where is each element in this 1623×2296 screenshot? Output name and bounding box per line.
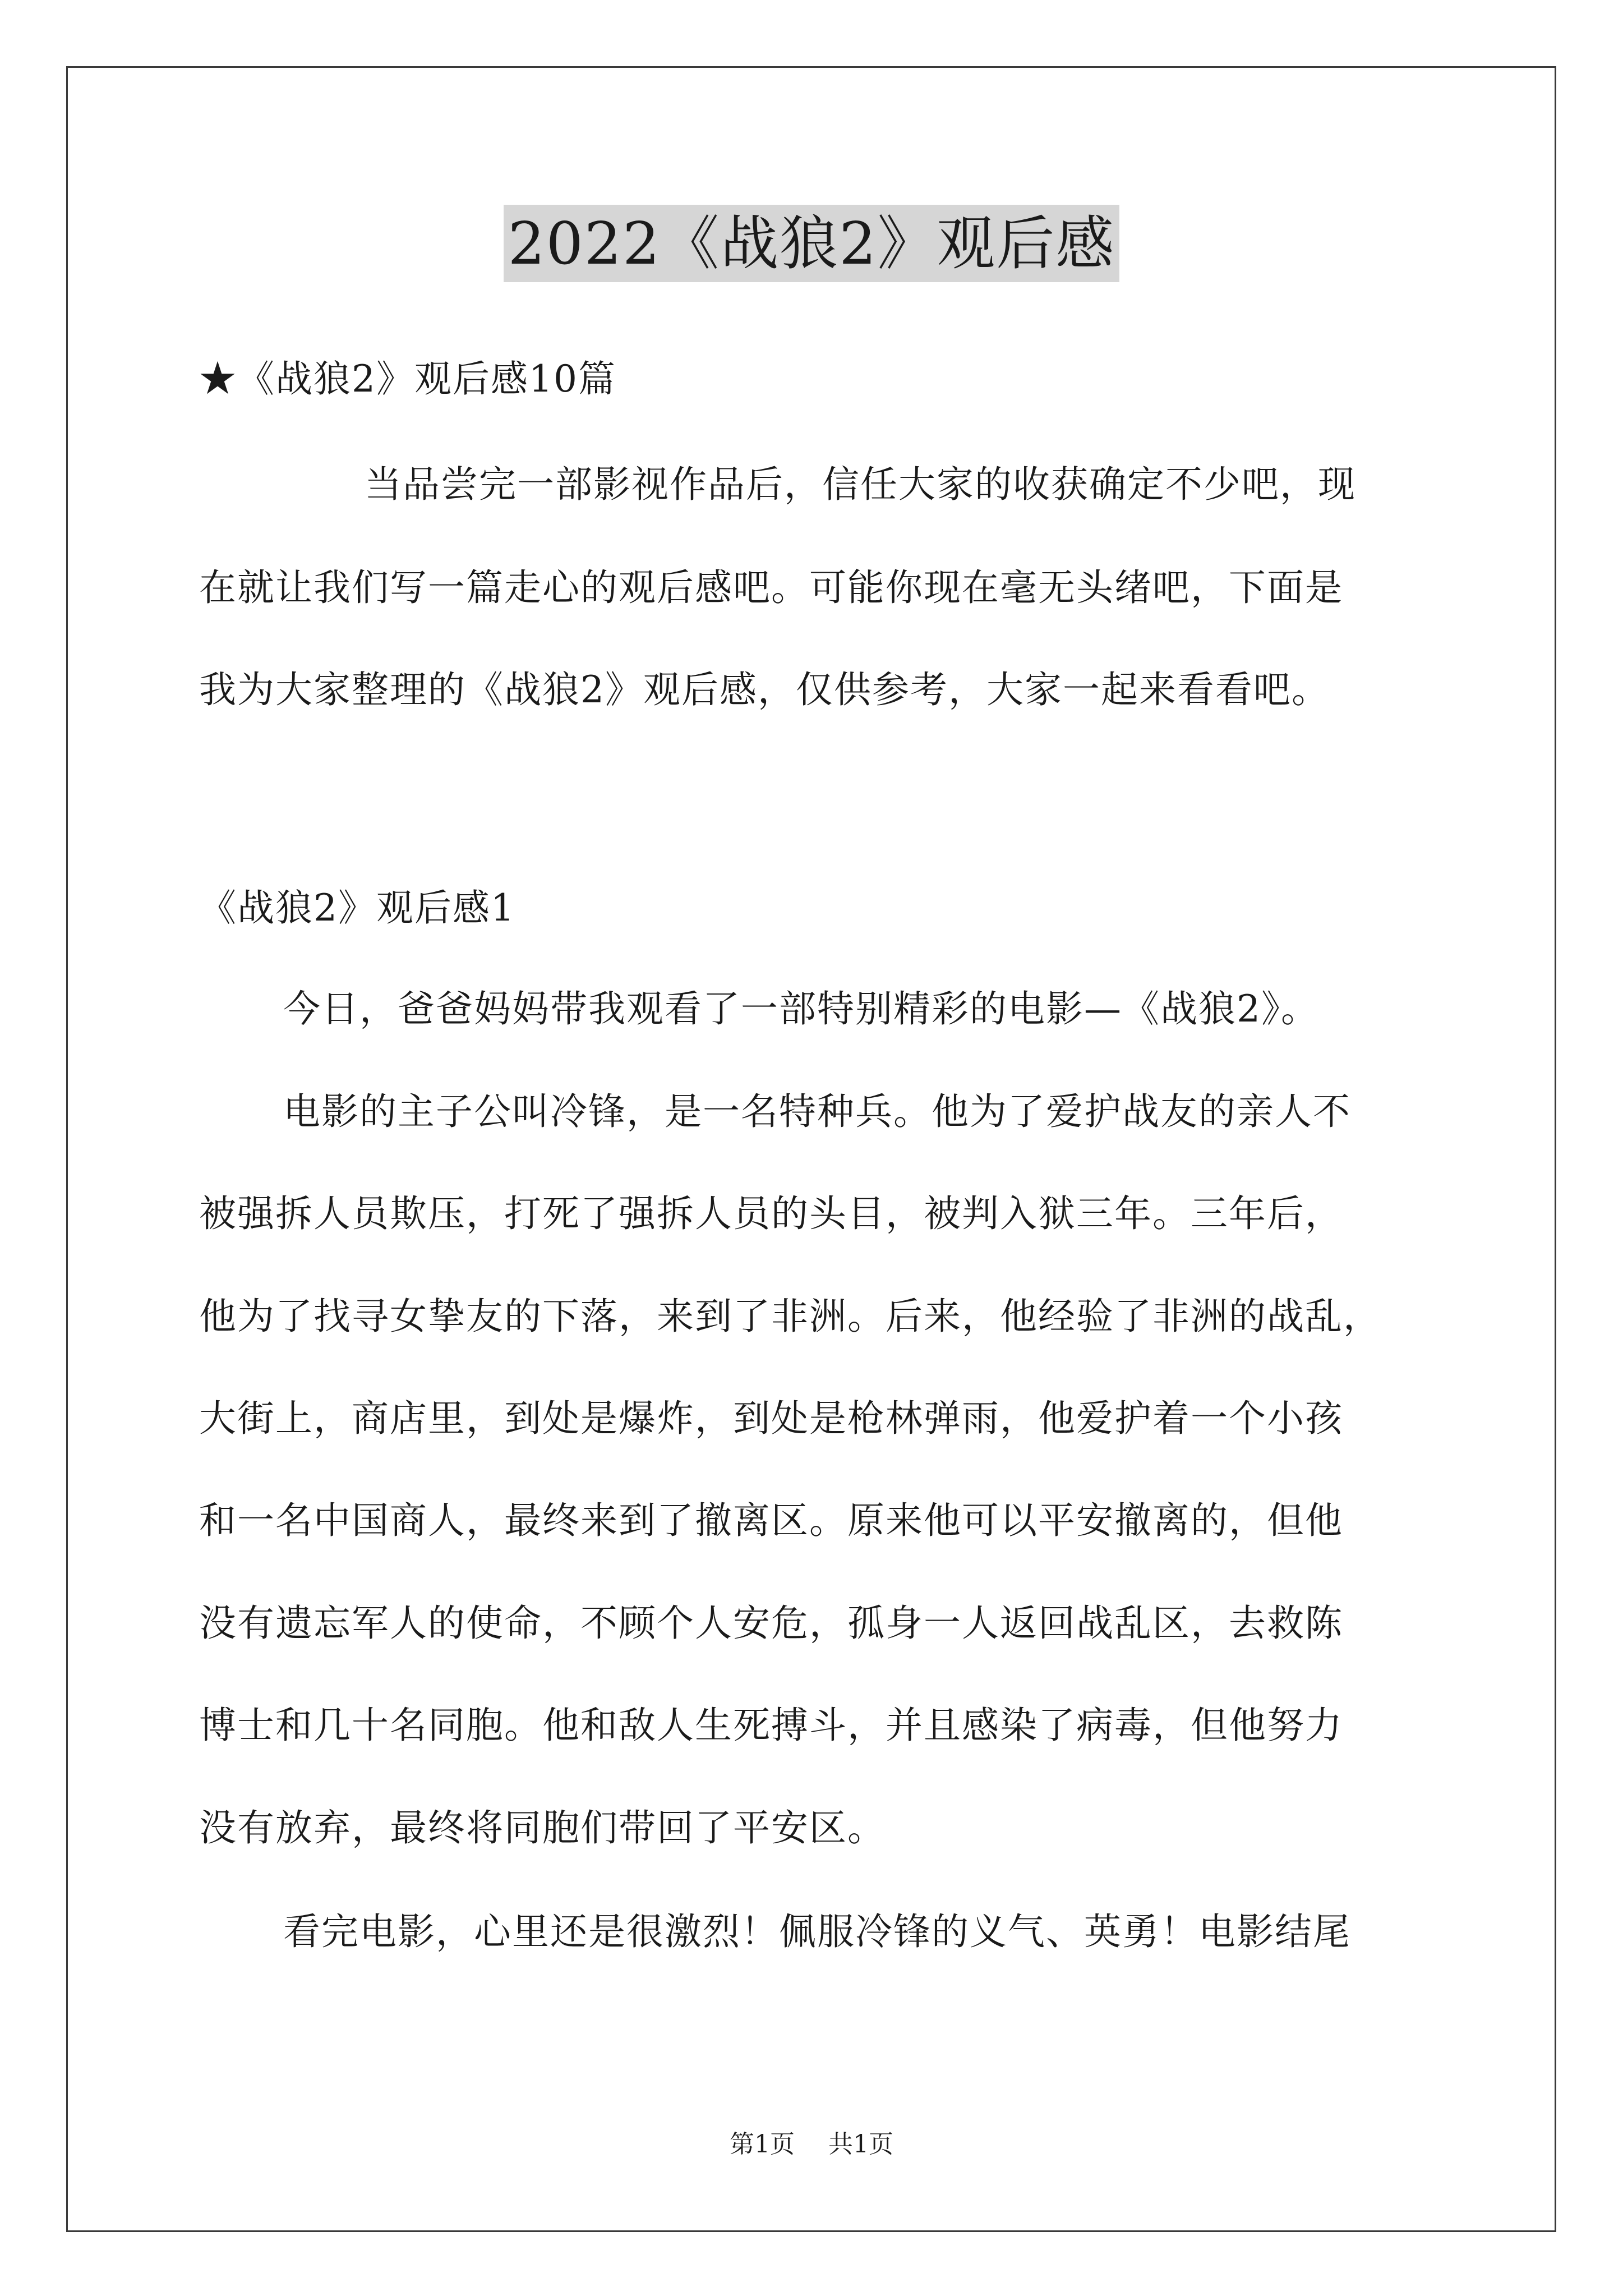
body-line: 今日，爸爸妈妈带我观看了一部特别精彩的电影—《战狼2》。 xyxy=(283,987,1319,1030)
body-line: 没有遗忘军人的使命，不顾个人安危，孤身一人返回战乱区，去救陈 xyxy=(199,1602,1343,1645)
page-footer xyxy=(0,2128,1623,2161)
body-line: 和一名中国商人，最终来到了撤离区。原来他可以平安撤离的，但他 xyxy=(199,1499,1343,1542)
body-line: 他为了找寻女挚友的下落，来到了非洲。后来，他经验了非洲的战乱， xyxy=(199,1295,1381,1338)
title-wrap xyxy=(0,205,1623,282)
body-line: 没有放弃，最终将同胞们带回了平安区。 xyxy=(199,1806,886,1849)
intro-line: 在就让我们写一篇走心的观后感吧。可能你现在毫无头绪吧，下面是 xyxy=(199,566,1343,609)
page-number: 第1页 xyxy=(730,2130,795,2159)
body-line: 看完电影，心里还是很激烈！佩服冷锋的义气、英勇！电影结尾 xyxy=(283,1910,1351,1953)
body-line: 大街上，商店里，到处是爆炸，到处是枪林弹雨，他爱护着一个小孩 xyxy=(199,1397,1343,1440)
document-title: 2022《战狼2》观后感 xyxy=(504,205,1120,282)
body-line: 被强拆人员欺压，打死了强拆人员的头目，被判入狱三年。三年后， xyxy=(199,1192,1343,1235)
intro-line: 我为大家整理的《战狼2》观后感，仅供参考，大家一起来看看吧。 xyxy=(199,668,1330,711)
body-line: 电影的主子公叫冷锋，是一名特种兵。他为了爱护战友的亲人不 xyxy=(283,1090,1351,1133)
section-heading: 《战狼2》观后感1 xyxy=(199,886,515,930)
document-subtitle: ★《战狼2》观后感10篇 xyxy=(199,357,616,401)
intro-line: 当品尝完一部影视作品后，信任大家的收获确定不少吧，现 xyxy=(365,463,1356,506)
body-line: 博士和几十名同胞。他和敌人生死搏斗，并且感染了病毒，但他努力 xyxy=(199,1704,1343,1747)
page-total: 共1页 xyxy=(828,2130,893,2159)
